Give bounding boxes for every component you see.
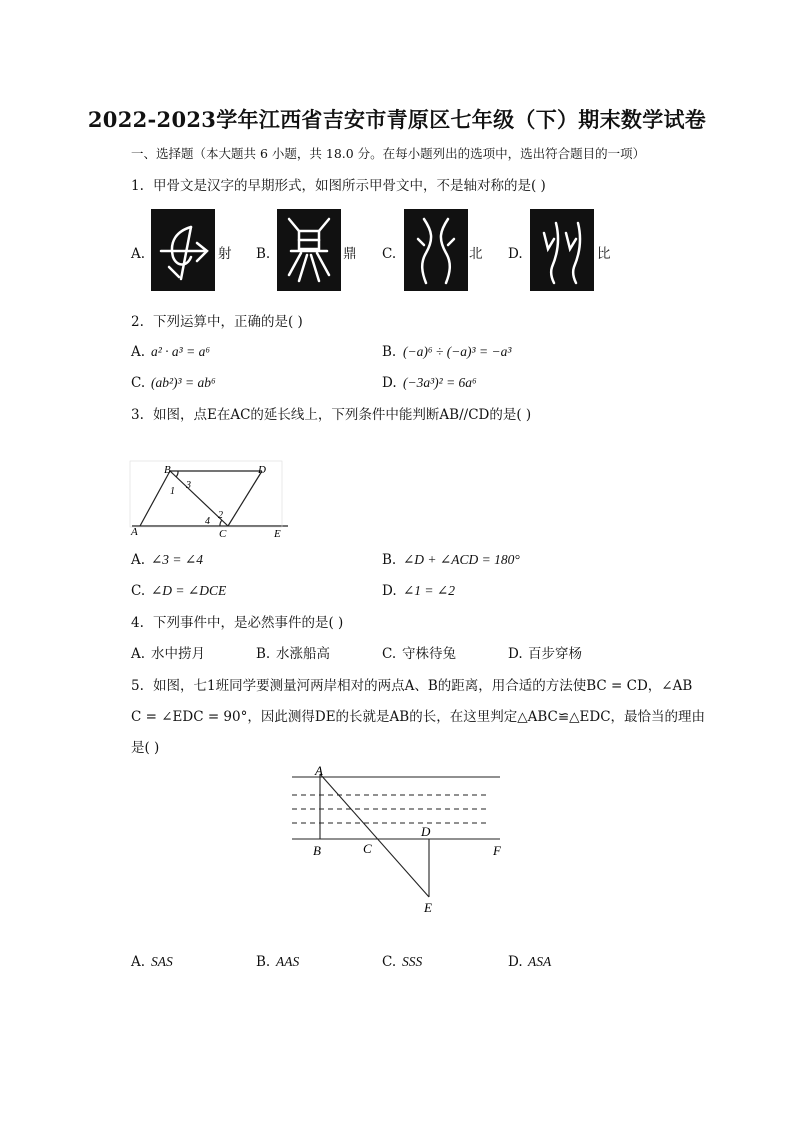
- q5-option-b-label: B.: [256, 954, 271, 970]
- q4-option-d-text: 百步穿杨: [528, 646, 582, 662]
- label-f: F: [493, 843, 501, 858]
- label-d: D: [258, 464, 266, 476]
- exam-title: 2022-2023学年江西省吉安市青原区七年级（下）期末数学试卷: [87, 107, 707, 132]
- q1-option-b-label: B.: [256, 246, 271, 262]
- question-3-number: 3.: [131, 407, 144, 423]
- label-b: B: [313, 843, 321, 858]
- question-3-stem: 如图，点E在AC的延长线上，下列条件中能判断AB//CD的是( ): [153, 407, 532, 423]
- q5-option-c-label: C.: [382, 954, 397, 970]
- label-c: C: [219, 528, 227, 540]
- q5-option-b-text: AAS: [276, 954, 300, 969]
- question-5-stem-line-1: 如图，七1班同学要测量河两岸相对的两点A、B的距离，用合适的方法使BC = CD，∠AB: [153, 678, 693, 694]
- q5-option-a-label: A.: [131, 954, 146, 970]
- q3-option-c-label: C.: [131, 583, 146, 599]
- river-measurement-figure: [286, 762, 508, 918]
- q3-option-a-label: A.: [131, 552, 146, 568]
- oracle-bone-bi-image: [530, 209, 594, 291]
- q2-option-a-label: A.: [131, 344, 146, 360]
- question-5-stem-line-3: 是( ): [131, 740, 160, 756]
- q3-option-c-text: ∠D = ∠DCE: [151, 583, 227, 598]
- segment-dc: [228, 471, 262, 526]
- oracle-bone-ding-image: [277, 209, 341, 291]
- question-2-stem: 下列运算中，正确的是( ): [153, 314, 303, 330]
- question-1-stem: 甲骨文是汉字的早期形式，如图所示甲骨文中，不是轴对称的是( ): [153, 178, 546, 194]
- question-4-number: 4.: [131, 615, 144, 631]
- q1-option-c-label: C.: [382, 246, 397, 262]
- question-5-stem-line-2: C = ∠EDC = 90°，因此测得DE的长就是AB的长，在这里判定△ABC≌△EDC，最恰当的理由: [131, 709, 706, 725]
- q1-option-d-caption: 比: [597, 246, 611, 262]
- q3-option-b-text: ∠D + ∠ACD = 180°: [403, 552, 520, 567]
- q2-option-d-label: D.: [382, 375, 397, 391]
- label-e: E: [424, 900, 432, 915]
- q2-option-c-label: C.: [131, 375, 146, 391]
- q1-option-a-caption: 射: [218, 246, 232, 262]
- q4-option-c-text: 守株待兔: [402, 646, 456, 662]
- question-1-number: 1.: [131, 178, 144, 194]
- q4-option-d-label: D.: [508, 646, 523, 662]
- q4-option-b-label: B.: [256, 646, 271, 662]
- q4-option-a-text: 水中捞月: [151, 646, 205, 662]
- q3-option-d-label: D.: [382, 583, 397, 599]
- q2-option-b-label: B.: [382, 344, 397, 360]
- q1-option-a-label: A.: [131, 246, 146, 262]
- label-d: D: [421, 824, 431, 839]
- segment-ba: [140, 471, 170, 526]
- q3-option-b-label: B.: [382, 552, 397, 568]
- oracle-bone-she-image: [151, 209, 215, 291]
- label-angle-4: 4: [205, 516, 210, 527]
- q4-option-b-text: 水涨船高: [276, 646, 330, 662]
- q2-option-d-text: (−3a³)² = 6a⁶: [403, 375, 477, 390]
- q2-option-c-text: (ab²)³ = ab⁶: [151, 375, 216, 390]
- label-angle-2: 2: [218, 510, 223, 521]
- segment-ae: [320, 774, 429, 897]
- label-angle-1: 1: [170, 486, 175, 497]
- label-b: B: [164, 464, 171, 476]
- q2-option-b-text: (−a)⁶ ÷ (−a)³ = −a³: [403, 344, 512, 359]
- q4-option-c-label: C.: [382, 646, 397, 662]
- q3-option-a-text: ∠3 = ∠4: [151, 552, 203, 567]
- parallelogram-figure: [128, 460, 290, 542]
- question-5-number: 5.: [131, 678, 144, 694]
- q5-option-d-text: ASA: [528, 954, 552, 969]
- q1-option-b-caption: 鼎: [343, 246, 357, 262]
- question-4-stem: 下列事件中，是必然事件的是( ): [153, 615, 344, 631]
- q2-option-a-text: a² · a³ = a⁶: [151, 344, 211, 359]
- q5-option-d-label: D.: [508, 954, 523, 970]
- q3-option-d-text: ∠1 = ∠2: [403, 583, 455, 598]
- oracle-bone-bei-image: [404, 209, 468, 291]
- label-a: A: [131, 526, 138, 538]
- question-2-number: 2.: [131, 314, 144, 330]
- q4-option-a-label: A.: [131, 646, 146, 662]
- q5-option-c-text: SSS: [402, 954, 423, 969]
- q5-option-a-text: SAS: [151, 954, 173, 969]
- section-heading: 一、选择题（本大题共 6 小题，共 18.0 分。在每小题列出的选项中，选出符合题目的一项）: [131, 146, 646, 161]
- label-c: C: [363, 841, 372, 856]
- q1-option-c-caption: 北: [469, 246, 483, 262]
- label-e: E: [274, 528, 281, 540]
- label-angle-3: 3: [186, 480, 191, 491]
- q1-option-d-label: D.: [508, 246, 523, 262]
- label-a: A: [315, 763, 323, 778]
